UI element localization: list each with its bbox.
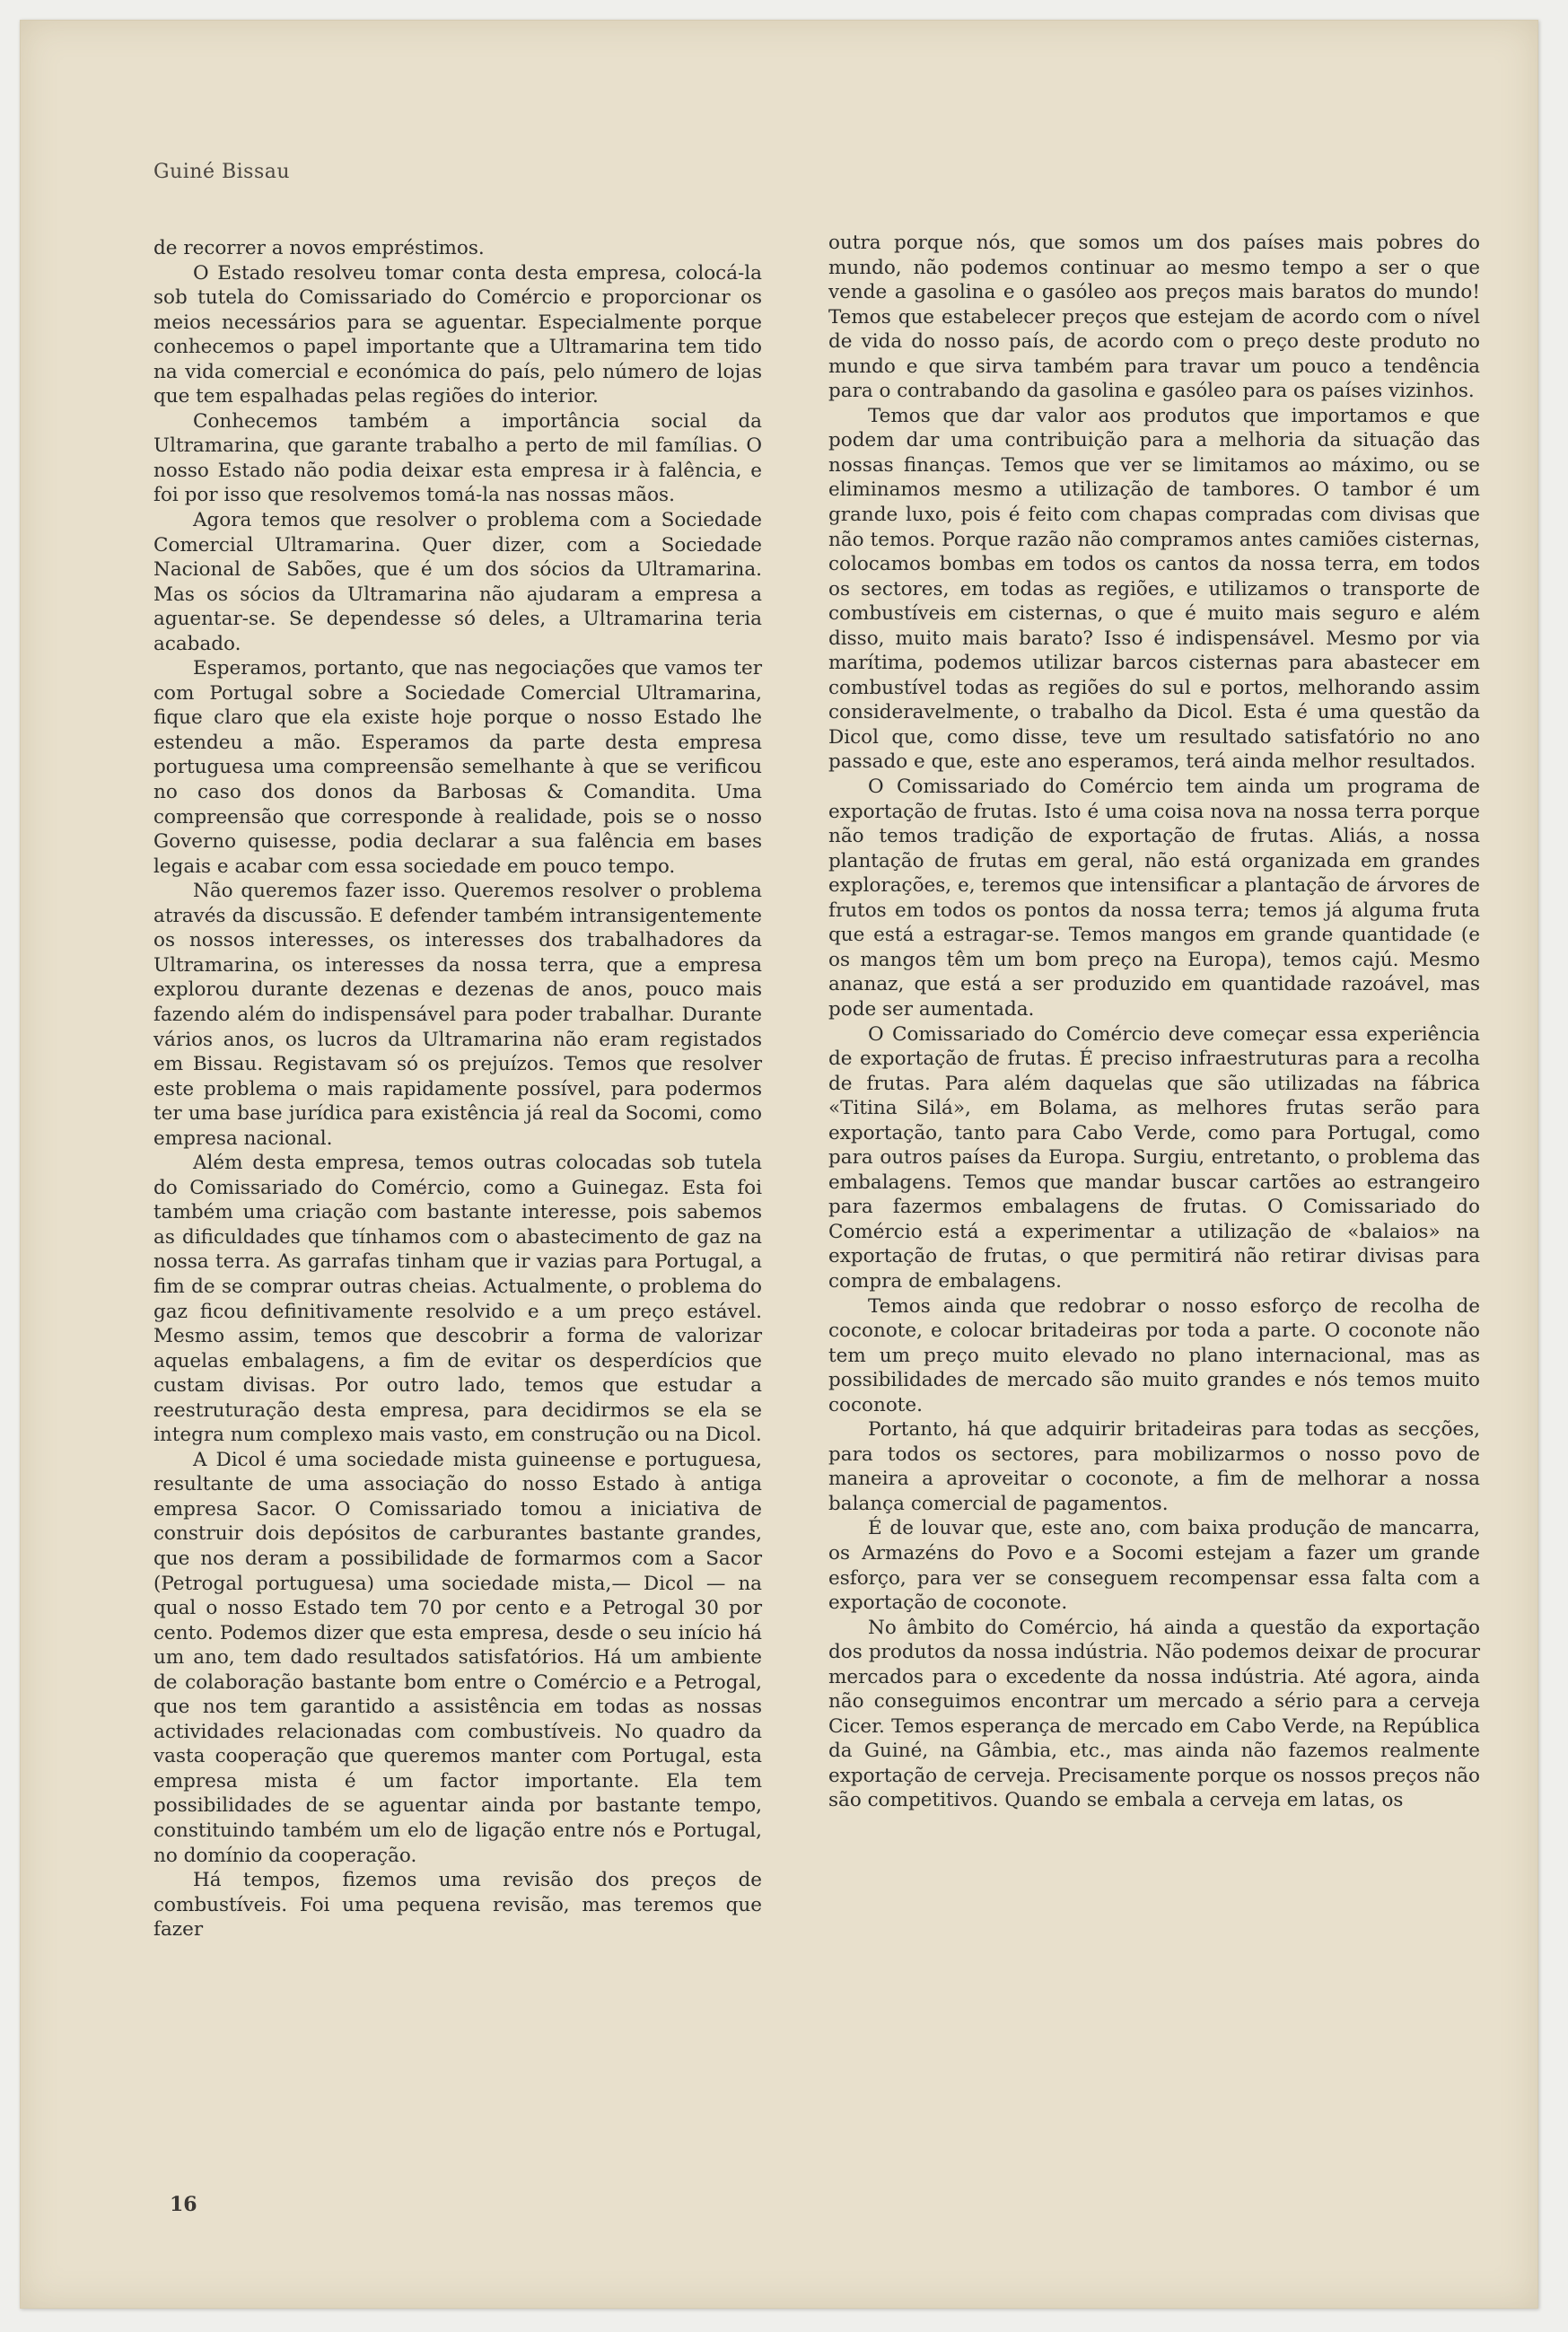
paragraph: Há tempos, fizemos uma revisão dos preços de combustíveis. Foi uma pequena revisão, mas teremos que fazer (153, 1869, 762, 1942)
paragraph: Temos ainda que redobrar o nosso esforço de recolha de coconote, e colocar britadeiras por toda a parte. O coconote não tem um preço muito elevado no plano internacional, mas as possibilidades de mercado são muito grandes e nós temos muito coconote. (828, 1294, 1480, 1416)
paragraph: O Comissariado do Comércio tem ainda um programa de exportação de frutas. Isto é uma coisa nova na nossa terra porque não temos tradição de exportação de frutas. Aliás, a nossa plantação de frutas em geral, não está organizada em grandes explorações, e, teremos que intensificar a plantação de árvores de frutos em todos os pontos da nossa terra; temos já alguma fruta que está a estragar-se. Temos mangos em grande quantidade (e os mangos têm um bom preço na Europa), temos cajú. Mesmo ananaz, que está a ser produzido em quantidade razoável, mas pode ser aumentada. (828, 776, 1480, 1021)
paragraph: A Dicol é uma sociedade mista guineense e portuguesa, resultante de uma associação do nosso Estado à antiga empresa Sacor. O Comissariado tomou a iniciativa de construir dois depósitos de carburantes bastante grandes, que nos deram a possibilidade de formarmos com a Sacor (Petrogal portuguesa) uma sociedade mista,— Dicol — na qual o nosso Estado tem 70 por cento e a Petrogal 30 por cento. Podemos dizer que esta empresa, desde o seu início há um ano, tem dado resultados satisfatórios. Há um ambiente de colaboração bastante bom entre o Comércio e a Petrogal, que nos tem garantido a assistência em todas as nossas actividades relacionadas com combustíveis. No quadro da vasta cooperação que queremos manter com Portugal, esta empresa mista é um factor importante. Ela tem possibilidades de se aguentar ainda por bastante tempo, constituindo também um elo de ligação entre nós e Portugal, no domínio da cooperação. (153, 1448, 762, 1867)
printed-page (20, 20, 1538, 2309)
paragraph: Portanto, há que adquirir britadeiras para todas as secções, para todos os sectores, para mobilizarmos o nosso povo de maneira a aproveitar o coconote, a fim de melhorar a nossa balança comercial de pagamentos. (828, 1418, 1480, 1515)
paragraph: Conhecemos também a importância social da Ultramarina, que garante trabalho a perto de mil famílias. O nosso Estado não podia deixar esta empresa ir à falência, e foi por isso que resolvemos tomá-la nas nossas mãos. (153, 409, 762, 507)
paragraph: O Estado resolveu tomar conta desta empresa, colocá-la sob tutela do Comissariado do Comércio e proporcionar os meios necessários para se aguentar. Especialmente porque conhecemos o papel importante que a Ultramarina tem tido na vida comercial e económica do país, pelo número de lojas que tem espalhadas pelas regiões do interior. (153, 261, 762, 408)
paragraph: outra porque nós, que somos um dos países mais pobres do mundo, não podemos continuar ao mesmo tempo a ser o que vende a gasolina e o gasóleo aos preços mais baratos do mundo! Temos que estabelecer preços que estejam de acordo com o nível de vida do nosso país, de acordo com o preço deste produto no mundo e que sirva também para travar um pouco a tendência para o contrabando da gasolina e gasóleo para os países vizinhos. (828, 232, 1480, 403)
paragraph: Além desta empresa, temos outras colocadas sob tutela do Comissariado do Comércio, como a Guinegaz. Esta foi também uma criação com bastante interesse, pois sabemos as dificuldades que tínhamos com o abastecimento de gaz na nossa terra. As garrafas tinham que ir vazias para Portugal, a fim de se comprar outras cheias. Actualmente, o problema do gaz ficou definitivamente resolvido e a um preço estável. Mesmo assim, temos que descobrir a forma de valorizar aquelas embalagens, a fim de evitar os desperdícios que custam divisas. Por outro lado, temos que estudar a reestruturação desta empresa, para decidirmos se ela se integra num complexo mais vasto, em construção ou na Dicol. (153, 1152, 762, 1447)
paragraph: Esperamos, portanto, que nas negociações que vamos ter com Portugal sobre a Sociedade Comercial Ultramarina, fique claro que ela existe hoje porque o nosso Estado lhe estendeu a mão. Esperamos da parte desta empresa portuguesa uma compreensão semelhante à que se verificou no caso dos donos da Barbosas & Comandita. Uma compreensão que corresponde à realidade, pois se o nosso Governo quisesse, podia declarar a sua falência em bases legais e acabar com essa sociedade em pouco tempo. (153, 657, 762, 878)
right-column (828, 231, 1480, 1813)
running-head: Guiné Bissau (153, 161, 291, 183)
paragraph: Não queremos fazer isso. Queremos resolver o problema através da discussão. E defender também intransigentemente os nossos interesses, os interesses dos trabalhadores da Ultramarina, os interesses da nossa terra, que a empresa explorou durante dezenas e dezenas de anos, pouco mais fazendo além do indispensável para poder trabalhar. Durante vários anos, os lucros da Ultramarina não eram registados em Bissau. Registavam só os prejuízos. Temos que resolver este problema o mais rapidamente possível, para podermos ter uma base jurídica para existência já real da Socomi, como empresa nacional. (153, 880, 762, 1150)
page-number: 16 (170, 2193, 197, 2216)
paragraph: No âmbito do Comércio, há ainda a questão da exportação dos produtos da nossa indústria. Não podemos deixar de procurar mercados para o excedente da nossa indústria. Até agora, ainda não conseguimos encontrar um mercado a sério para a cerveja Cicer. Temos esperança de mercado em Cabo Verde, na República da Guiné, na Gâmbia, etc., mas ainda não fazemos realmente exportação de cerveja. Precisamente porque os nossos preços não são competitivos. Quando se embala a cerveja em latas, os (828, 1616, 1480, 1812)
paragraph: O Comissariado do Comércio deve começar essa experiência de exportação de frutas. É preciso infraestruturas para a recolha de frutas. Para além daquelas que são utilizadas na fábrica «Titina Silá», em Bolama, as melhores frutas serão para exportação, tanto para Cabo Verde, como para Portugal, como para outros países da Europa. Surgiu, entretanto, o problema das embalagens. Temos que mandar buscar cartões ao estrangeiro para fazermos embalagens de frutas. O Comissariado do Comércio está a experimentar a utilização de «balaios» na exportação de frutas, o que permitirá não retirar divisas para compra de embalagens. (828, 1022, 1480, 1293)
paragraph: de recorrer a novos empréstimos. (153, 237, 485, 259)
paragraph: É de louvar que, este ano, com baixa produção de mancarra, os Armazéns do Povo e a Socomi estejam a fazer um grande esforço, para ver se conseguem recompensar essa falta com a exportação de coconote. (828, 1517, 1480, 1615)
paragraph: Agora temos que resolver o problema com a Sociedade Comercial Ultramarina. Quer dizer, com a Sociedade Nacional de Sabões, que é um dos sócios da Ultramarina. Mas os sócios da Ultramarina não ajudaram a empresa a aguentar-se. Se dependesse só deles, a Ultramarina teria acabado. (153, 509, 762, 655)
paragraph: Temos que dar valor aos produtos que importamos e que podem dar uma contribuição para a melhoria da situação das nossas finanças. Temos que ver se limitamos ao máximo, ou se eliminamos mesmo a utilização de tambores. O tambor é um grande luxo, pois é feito com chapas compradas com divisas que não temos. Porque razão não compramos antes camiões cisternas, colocamos bombas em todos os cantos da nossa terra, em todos os sectores, em todas as regiões, e utilizamos o transporte de combustíveis em cisternas, o que é muito mais seguro e além disso, muito mais barato? Isso é indispensável. Mesmo por via marítima, podemos utilizar barcos cisternas para abastecer em combustível todas as regiões do sul e portos, melhorando assim consideravelmente, o trabalho da Dicol. Esta é uma questão da Dicol que, como disse, teve um resultado satisfatório no ano passado e que, este ano esperamos, terá ainda melhor resultados. (828, 404, 1480, 774)
left-column (153, 236, 762, 1942)
